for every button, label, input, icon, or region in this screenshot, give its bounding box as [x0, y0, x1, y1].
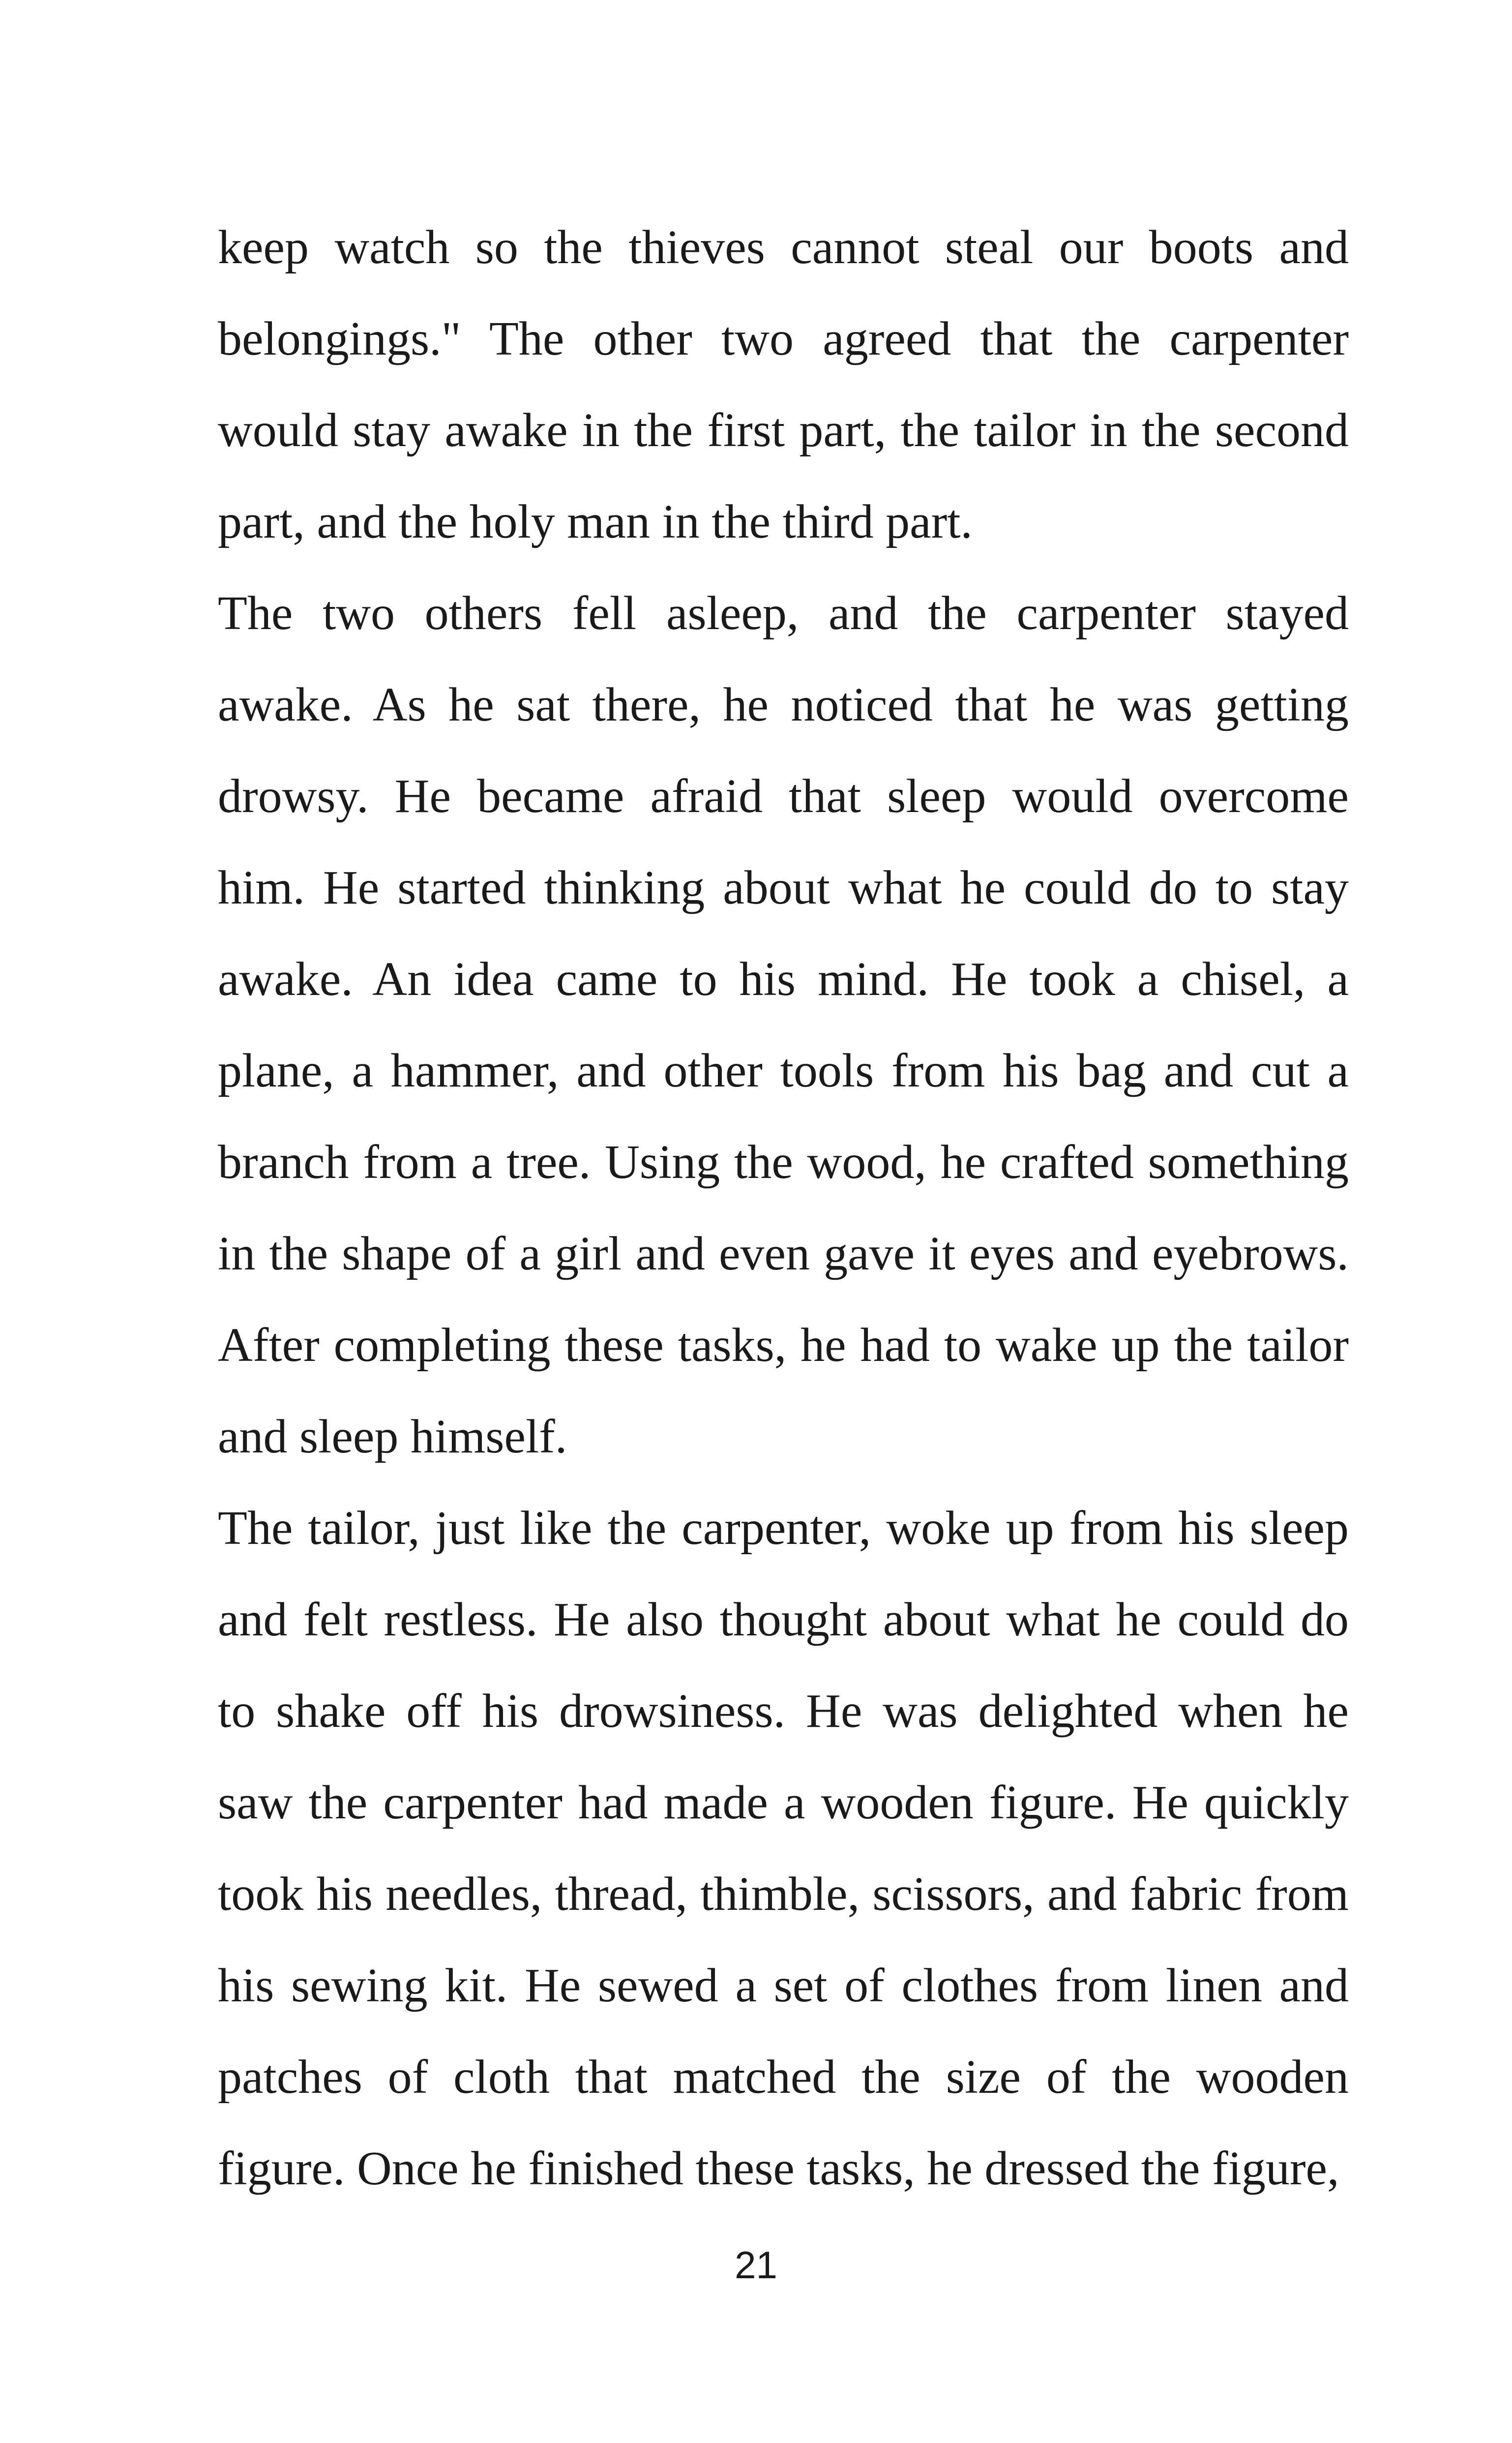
paragraph-1: keep watch so the thieves cannot steal our boots and belongings." The other two agreed that the carpenter would stay awake in the first part, the tailor in the second part, and the holy man in the third part.: [218, 221, 1349, 548]
page-number: 21: [735, 2243, 777, 2287]
paragraph-2: The two others fell asleep, and the carpenter stayed awake. As he sat there, he noticed that he was getting drowsy. He became afraid that sleep would overcome him. He started thinking about what he could do to stay awake. An idea came to his mind. He took a chisel, a plane, a hammer, and other tools from his bag and cut a branch from a tree. Using the wood, he crafted something in the shape of a girl and even gave it eyes and eyebrows. After completing these tasks, he had to wake up the tailor and sleep himself.: [218, 587, 1349, 1463]
paragraph-3: The tailor, just like the carpenter, woke up from his sleep and felt restless. He also thought about what he could do to shake off his drowsiness. He was delighted when he saw the carpenter had made a wooden figure. He quickly took his needles, thread, thimble, scissors, and fabric from his sewing kit. He sewed a set of clothes from linen and patches of cloth that matched the size of the wooden figure. Once he finished these tasks, he dressed the figure,: [218, 1502, 1349, 2195]
page-text-body: [218, 202, 1349, 2214]
